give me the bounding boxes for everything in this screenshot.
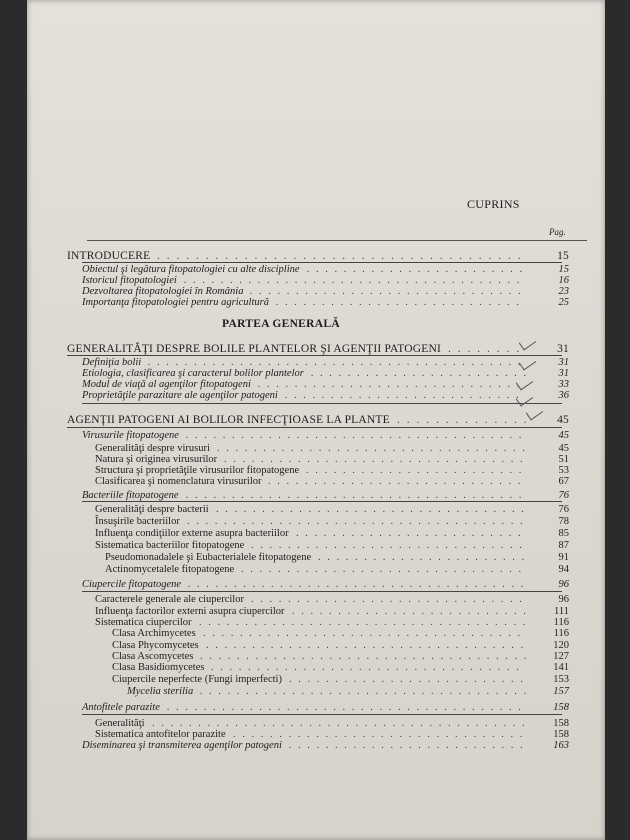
- toc-entry: [27, 628, 587, 640]
- toc-entry-page: 158: [553, 729, 569, 740]
- toc-entry-title: Definiţia bolii: [82, 357, 142, 368]
- toc-entry-page: 116: [553, 628, 569, 639]
- leader-dots: . . . . . . . . . . . . . . . . . . . . . . . . . . . . . .: [251, 540, 524, 551]
- leader-dots: . . . . . . . . . . . . . . . . . . . . . . . . . .: [285, 390, 521, 401]
- book-page: [27, 0, 605, 840]
- leader-dots: . . . . . . . . . . . . . . . . . . . . . . . . . . . . . . . . . . . .: [200, 651, 529, 662]
- toc-entry-page: 25: [558, 297, 569, 308]
- leader-dots: . . . . . . . . . . . . . . . . . . . . . . . .: [307, 264, 525, 275]
- leader-dots: . . . . . . . . . . . . . . . . . . . . . . . . . . . . . . . . . . . . .: [184, 275, 522, 286]
- toc-entry: [27, 579, 587, 591]
- toc-entry: [27, 504, 587, 516]
- toc-entry-title: Generalităţi: [95, 718, 145, 729]
- toc-entry-title: Însuşirile bacteriilor: [95, 516, 180, 527]
- leader-dots: . . . . . . . . . . . . . . . . . . . . . . . . . . . . . . . . . . . . .: [186, 490, 524, 501]
- toc-entry-title: Caracterele generale ale ciupercilor: [95, 594, 244, 605]
- toc-entry-page: 87: [558, 540, 569, 551]
- leader-dots: . . . . . . . . . . . . . . . . . . . . . . . . . . . . . . . . .: [224, 454, 525, 465]
- toc-entry-title: Dezvoltarea fitopatologiei în România: [82, 286, 244, 297]
- toc-entry-page: 31: [557, 343, 569, 355]
- leader-dots: . . . . . . . . . . . . . . . . . . . . . . . . . . . . . . . . . . . .: [199, 617, 528, 628]
- toc-entry-page: 111: [554, 606, 569, 617]
- toc-entry: [27, 250, 587, 262]
- toc-entry-title: Clasificarea şi nomenclatura virusurilor: [95, 476, 262, 487]
- toc-entry-title: Bacteriile fitopatogene: [82, 490, 179, 501]
- toc-entry-page: 91: [558, 552, 569, 563]
- leader-dots: . . . . . . . .: [448, 343, 522, 355]
- leader-dots: . . . . . . . . . . . . . . . . . . . . . . . . . . . . . . . . . . . . . .: [157, 250, 523, 262]
- toc-entry-title: Diseminarea şi transmiterea agenţilor patogeni: [82, 740, 282, 751]
- toc-entry-title: Clasa Ascomycetes: [112, 651, 194, 662]
- toc-entry-page: 158: [553, 718, 569, 729]
- toc-entry-title: Mycelia sterilia: [127, 686, 194, 697]
- divider: [87, 240, 587, 241]
- divider: [82, 591, 562, 592]
- leader-dots: . . . . . . . . . . . . . . . . . . . . . . . . . . . . . . . . . . . . .: [186, 430, 524, 441]
- toc-entry: [27, 686, 587, 698]
- page-column-label: Pag.: [549, 227, 566, 237]
- toc-entry-page: 45: [557, 414, 569, 426]
- toc-entry-title: AGENŢII PATOGENI AI BOLILOR INFECŢIOASE LA PLANTE: [67, 414, 390, 426]
- leader-dots: . . . . . . . . . . . . . . . . . . . . . . . . . . . .: [268, 476, 523, 487]
- leader-dots: . . . . . . . . . . . . . . . . . . . . . . . . . . . . . . . . . .: [216, 504, 526, 515]
- leader-dots: . . . . . . . . . . . . . . . . . . . . . . . . . . . . . . . . . . .: [203, 628, 523, 639]
- toc-entry-title: Sistematica bacteriilor fitopatogene: [95, 540, 245, 551]
- toc-entry-page: 45: [558, 443, 569, 454]
- leader-dots: . . . . . . . . . . . . . . . . . . . . . . . . . . . . . . . . . . . .: [200, 686, 529, 697]
- leader-dots: . . . . . . . . . . . . . . . . . . . . . . . . . . . . . .: [251, 594, 524, 605]
- toc-entry-title: Importanţa fitopatologiei pentru agricultură: [82, 297, 269, 308]
- toc-entry-title: Clasa Phycomycetes: [112, 640, 199, 651]
- divider: [82, 714, 562, 715]
- toc-entry-page: 53: [558, 465, 569, 476]
- toc-entry: [27, 594, 587, 606]
- toc-entry-page: 31: [558, 357, 569, 368]
- leader-dots: . . . . . . . . . . . . . . . . . . . . . . .: [318, 552, 527, 563]
- toc-entry-page: 78: [558, 516, 569, 527]
- toc-entry-title: Sistematica ciupercilor: [95, 617, 192, 628]
- toc-entry: [27, 540, 587, 552]
- divider: [82, 403, 562, 404]
- toc-entry: [27, 516, 587, 528]
- leader-dots: . . . . . . . . . . . . . . . . . . . . . . . .: [306, 465, 524, 476]
- toc-entry-page: 45: [558, 430, 569, 441]
- toc-entry-title: Generalităţi despre virusuri: [95, 443, 210, 454]
- toc-entry-page: 36: [558, 390, 569, 401]
- leader-dots: . . . . . . . . . . . . . . . . . . . . . . . . . .: [292, 606, 528, 617]
- toc-entry: [27, 674, 587, 686]
- toc-entry-title: INTRODUCERE: [67, 250, 151, 262]
- toc-entry-title: Proprietăţile parazitare ale agenţilor patogeni: [82, 390, 278, 401]
- toc-entry: [27, 662, 587, 674]
- toc-entry: [27, 414, 587, 426]
- toc-entry-page: 76: [558, 504, 569, 515]
- toc-entry-title: Actinomycetalele fitopatogene: [105, 564, 235, 575]
- toc-entry-title: Modul de viaţă al agenţilor fitopatogeni: [82, 379, 251, 390]
- toc-entry-page: 51: [558, 454, 569, 465]
- toc-entry: [27, 390, 587, 402]
- toc-entry-title: Natura şi originea virusurilor: [95, 454, 218, 465]
- toc-entry-page: 127: [553, 651, 569, 662]
- toc-entry-page: 85: [558, 528, 569, 539]
- leader-dots: . . . . . . . . . . . . . . . . . . . . . . . . . . . . . . . . . .: [211, 662, 521, 673]
- toc-entry-title: Ciupercile neperfecte (Fungi imperfecti): [112, 674, 282, 685]
- toc-entry-page: 153: [553, 674, 569, 685]
- toc-entry-title: Antofitele parazite: [82, 702, 160, 713]
- toc-heading: CUPRINS: [467, 197, 520, 211]
- leader-dots: . . . . . . . . . . . . . . . . . . . . . . . . . . . . . . . . . . . . .: [188, 579, 526, 590]
- toc-entry-title: Influenţa condiţiilor externe asupra bacteriilor: [95, 528, 289, 539]
- toc-entry-page: 120: [553, 640, 569, 651]
- leader-dots: . . . . . . . . . . . . . . . . . . . . . . . .: [311, 368, 529, 379]
- toc-entry-page: 96: [558, 579, 569, 590]
- toc-entry-title: Structura şi proprietăţile virusurilor fitopatogene: [95, 465, 300, 476]
- toc-entry-title: GENERALITĂŢI DESPRE BOLILE PLANTELOR ŞI AGENŢII PATOGENI: [67, 343, 442, 355]
- toc-entry-title: Sistematica antofitelor parazite: [95, 729, 226, 740]
- leader-dots: . . . . . . . . . . . . . . . . . . . . . . . . . . . . . . . . . . . . . . . . .: [152, 718, 527, 729]
- toc-entry-page: 15: [558, 264, 569, 275]
- toc-entry-page: 163: [553, 740, 569, 751]
- toc-entry-page: 67: [558, 476, 569, 487]
- divider: [67, 427, 562, 428]
- toc-entry-page: 16: [558, 275, 569, 286]
- leader-dots: . . . . . . . . . . . . . . . . . . . . . . . . . . . . . . .: [241, 564, 524, 575]
- leader-dots: . . . . . . . . . . . . . . . . . . . . . . . . . . . . . . . . . . . . . . . . .: [148, 357, 523, 368]
- toc-entry: [27, 564, 587, 576]
- leader-dots: . . . . . . . . . . . . . . . . . . . . . . . . . . . . . .: [250, 286, 523, 297]
- toc-entry: [27, 552, 587, 564]
- toc-entry-page: 96: [558, 594, 569, 605]
- toc-entry: [27, 740, 587, 752]
- toc-entry-page: 94: [558, 564, 569, 575]
- divider: [67, 355, 562, 356]
- divider: [82, 262, 562, 263]
- leader-dots: . . . . . . . . . . . . . . . . . . . . . . . . . .: [289, 674, 525, 685]
- toc-entry-page: 141: [553, 662, 569, 673]
- leader-dots: . . . . . . . . . . . . . . . . . . . . . . . . . . . . . . . . . . . . . . .: [167, 702, 524, 713]
- toc-entry-title: Etiologia, clasificarea şi caracterul bolilor plantelor: [82, 368, 304, 379]
- toc-entry-page: 76: [558, 490, 569, 501]
- leader-dots: . . . . . . . . . . . . . . . . . . . . . . . . . . .: [276, 297, 522, 308]
- leader-dots: . . . . . . . . . . . . . . . . . . . . . . . . . . . . .: [258, 379, 522, 390]
- toc-entry: [27, 430, 587, 442]
- toc-entry: [27, 702, 587, 714]
- toc-entry: [27, 343, 587, 355]
- toc-entry-title: Istoricul fitopatologiei: [82, 275, 177, 286]
- toc-entry-title: Obiectul şi legătura fitopatologiei cu alte discipline: [82, 264, 300, 275]
- toc-entry-page: 31: [558, 368, 569, 379]
- toc-entry-title: Influenţa factorilor externi asupra ciupercilor: [95, 606, 285, 617]
- leader-dots: . . . . . . . . . . . . . .: [397, 414, 529, 426]
- toc-entry-page: 23: [558, 286, 569, 297]
- toc-entry-title: Ciupercile fitopatogene: [82, 579, 182, 590]
- toc-entry-title: Clasa Archimycetes: [112, 628, 196, 639]
- toc-entry: [27, 476, 587, 488]
- leader-dots: . . . . . . . . . . . . . . . . . . . . . . . . .: [296, 528, 523, 539]
- toc-entry-page: 15: [557, 250, 569, 262]
- toc-entry-page: 116: [553, 617, 569, 628]
- leader-dots: . . . . . . . . . . . . . . . . . . . . . . . . . . . . . . . .: [233, 729, 525, 740]
- leader-dots: . . . . . . . . . . . . . . . . . . . . . . . . . .: [289, 740, 525, 751]
- leader-dots: . . . . . . . . . . . . . . . . . . . . . . . . . . . . . . . . . . .: [206, 640, 526, 651]
- leader-dots: . . . . . . . . . . . . . . . . . . . . . . . . . . . . . . . . . .: [217, 443, 527, 454]
- divider: [82, 501, 562, 502]
- toc-entry-page: 33: [558, 379, 569, 390]
- toc-entry-title: Generalităţi despre bacterii: [95, 504, 209, 515]
- toc-entry-title: Clasa Basidiomycetes: [112, 662, 205, 673]
- toc-entry-title: Virusurile fitopatogene: [82, 430, 179, 441]
- section-title: PARTEA GENERALĂ: [222, 318, 340, 330]
- toc-entry-page: 158: [553, 702, 569, 713]
- toc-entry-title: Pseudomonadalele şi Eubacterialele fitopatogene: [105, 552, 312, 563]
- toc-entry: [27, 528, 587, 540]
- toc-entry: [27, 297, 587, 309]
- toc-entry-page: 157: [553, 686, 569, 697]
- leader-dots: . . . . . . . . . . . . . . . . . . . . . . . . . . . . . . . . . . . . .: [187, 516, 525, 527]
